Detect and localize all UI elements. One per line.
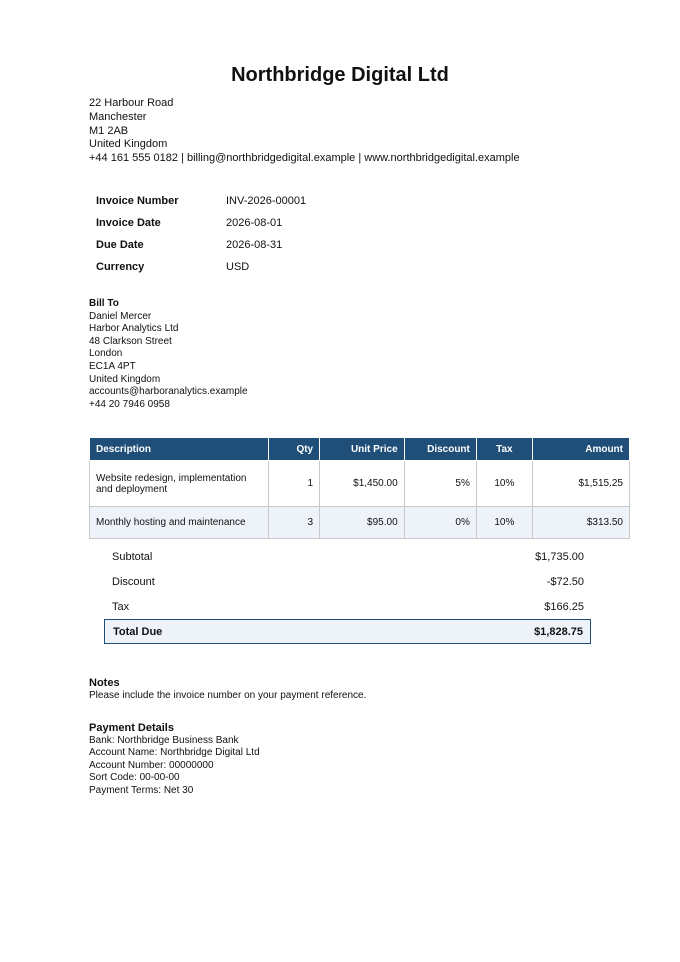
header-tax: Tax <box>476 438 532 461</box>
meta-value: 2026-08-01 <box>226 217 283 229</box>
item-qty: 3 <box>269 507 320 539</box>
header-discount: Discount <box>404 438 476 461</box>
meta-label: Invoice Number <box>96 195 179 207</box>
total-due-label: Total Due <box>113 625 163 638</box>
subtotal-label: Subtotal <box>112 550 153 563</box>
notes-text: Please include the invoice number on your payment reference. <box>89 689 367 701</box>
meta-value: 2026-08-31 <box>226 239 283 251</box>
tax-label: Tax <box>112 600 130 613</box>
meta-row-invoice-date <box>89 212 306 234</box>
payment-line: Account Name: Northbridge Digital Ltd <box>89 747 260 759</box>
payment-line: Account Number: 00000000 <box>89 759 214 771</box>
notes-title: Notes <box>89 677 120 689</box>
meta-row-due-date <box>89 234 306 256</box>
meta-row-currency <box>89 256 306 278</box>
line-items-header <box>90 438 630 461</box>
bill-to-line: London <box>89 348 123 360</box>
company-address-line: Manchester <box>89 110 147 123</box>
meta-value: INV-2026-00001 <box>226 195 307 207</box>
bill-to-title: Bill To <box>89 298 119 309</box>
bill-to-line: Daniel Mercer <box>89 310 152 322</box>
header-unit-price: Unit Price <box>320 438 405 461</box>
company-address-line: M1 2AB <box>89 124 129 137</box>
totals-block <box>104 544 591 644</box>
bill-to-line: Harbor Analytics Ltd <box>89 323 179 335</box>
notes-block <box>89 677 366 702</box>
bill-to-line: United Kingdom <box>89 373 161 385</box>
bill-to-line: accounts@harboranalytics.example <box>89 386 248 398</box>
bill-to-block <box>89 298 248 411</box>
company-address-line: 22 Harbour Road <box>89 97 174 109</box>
line-items-table <box>89 437 630 539</box>
company-address <box>89 97 520 166</box>
total-due-row <box>104 619 591 644</box>
bill-to-line: 48 Clarkson Street <box>89 335 172 347</box>
header-description: Description <box>90 438 269 461</box>
item-discount: 0% <box>404 507 476 539</box>
meta-label: Due Date <box>96 239 144 251</box>
meta-value: USD <box>226 261 250 273</box>
total-due-value: $1,828.75 <box>534 625 583 638</box>
company-contact: +44 161 555 0182 | billing@northbridgedigital.example | www.northbridgedigital.example <box>89 152 520 165</box>
tax-value: $166.25 <box>544 600 584 613</box>
company-address-line: United Kingdom <box>89 138 168 151</box>
tax-row <box>104 594 591 619</box>
item-tax: 10% <box>476 507 532 539</box>
item-tax: 10% <box>476 461 532 507</box>
payment-line: Payment Terms: Net 30 <box>89 784 194 796</box>
payment-line: Bank: Northbridge Business Bank <box>89 734 239 746</box>
table-row <box>90 461 630 507</box>
bill-to-line: EC1A 4PT <box>89 360 136 372</box>
item-qty: 1 <box>269 461 320 507</box>
company-name: Northbridge Digital Ltd <box>231 64 449 86</box>
subtotal-value: $1,735.00 <box>535 550 584 563</box>
table-row <box>90 507 630 539</box>
header-qty: Qty <box>269 438 320 461</box>
payment-details-title: Payment Details <box>89 722 174 734</box>
invoice-meta-table <box>89 190 306 278</box>
item-amount: $1,515.25 <box>532 461 629 507</box>
item-description: Website redesign, implementation and deployment <box>90 461 269 507</box>
meta-row-invoice-number <box>89 190 306 212</box>
payment-details-block <box>89 722 260 798</box>
item-unit-price: $1,450.00 <box>320 461 405 507</box>
discount-label: Discount <box>112 575 155 588</box>
discount-row <box>104 569 591 594</box>
subtotal-row <box>104 544 591 569</box>
discount-value: -$72.50 <box>546 575 584 588</box>
meta-label: Currency <box>96 261 145 273</box>
item-unit-price: $95.00 <box>320 507 405 539</box>
header-amount: Amount <box>532 438 629 461</box>
item-amount: $313.50 <box>532 507 629 539</box>
payment-line: Sort Code: 00-00-00 <box>89 772 180 784</box>
bill-to-line: +44 20 7946 0958 <box>89 398 170 410</box>
item-description: Monthly hosting and maintenance <box>90 507 269 539</box>
meta-label: Invoice Date <box>96 217 161 229</box>
item-discount: 5% <box>404 461 476 507</box>
